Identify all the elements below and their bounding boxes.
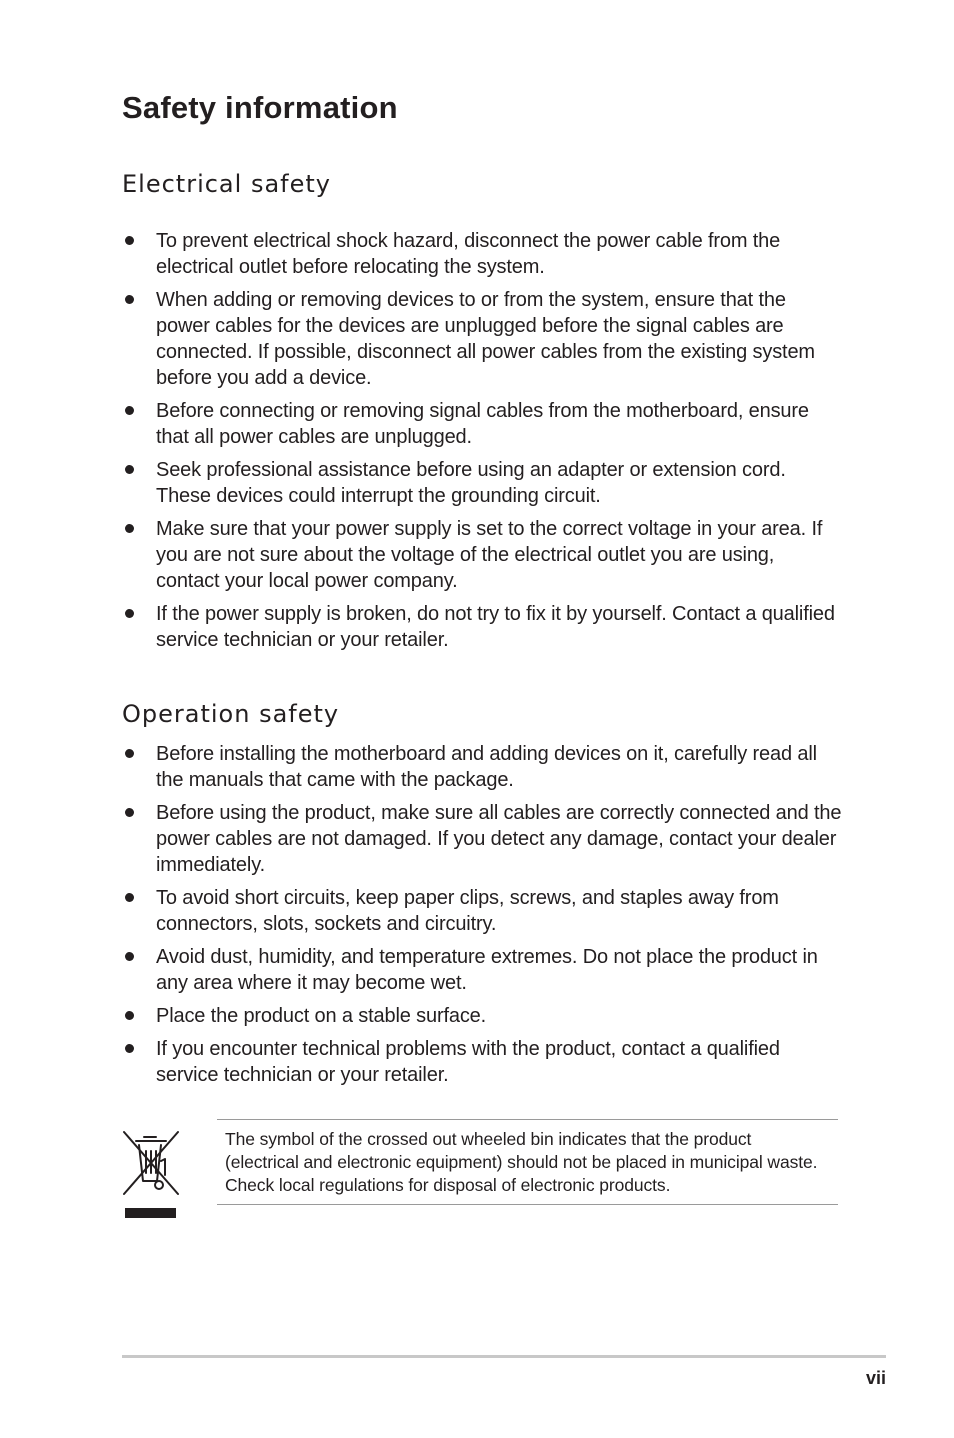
list-item-text: When adding or removing devices to or from the system, ensure that the power cables for the devices are unplugged before the signal cables are connected. If possible, disconnect all power cables from the existing system before you add a device. (156, 289, 815, 389)
bullet-icon (125, 749, 134, 758)
page-title: Safety information (122, 90, 398, 125)
list-item-text: Make sure that your power supply is set to the correct voltage in your area. If you are not sure about the voltage of the electrical outlet you are using, contact your local power company. (156, 518, 823, 592)
list-item-text: Place the product on a stable surface. (156, 1005, 487, 1027)
list-item (122, 457, 842, 509)
list-item (122, 1036, 842, 1088)
bullet-icon (125, 1011, 134, 1020)
list-item-text: Avoid dust, humidity, and temperature extremes. Do not place the product in any area where it may become wet. (156, 946, 818, 994)
bullet-icon (125, 236, 134, 245)
bullet-icon (125, 952, 134, 961)
list-item (122, 287, 842, 391)
list-item (122, 228, 842, 280)
list-item-text: If the power supply is broken, do not try to fix it by yourself. Contact a qualified service technician or your retailer. (156, 603, 835, 651)
bullet-icon (125, 609, 134, 618)
bullet-icon (125, 1044, 134, 1053)
footer-divider (122, 1355, 886, 1358)
list-item (122, 516, 842, 594)
list-item-text: To avoid short circuits, keep paper clips, screws, and staples away from connectors, slots, sockets and circuitry. (156, 887, 779, 935)
disposal-note-text: The symbol of the crossed out wheeled bin indicates that the product (electrical and electronic equipment) should not be placed in municipal waste. Check local regulations for disposal of electronic products. (225, 1129, 818, 1195)
list-item (122, 800, 842, 878)
list-item-text: Before installing the motherboard and adding devices on it, carefully read all the manuals that came with the package. (156, 743, 817, 791)
bullet-icon (125, 406, 134, 415)
list-item-text: Seek professional assistance before using an adapter or extension cord. These devices could interrupt the grounding circuit. (156, 459, 786, 507)
crossed-out-wheeled-bin-icon (120, 1128, 182, 1222)
list-item-text: Before using the product, make sure all cables are correctly connected and the power cables are not damaged. If you detect any damage, contact your dealer immediately. (156, 802, 842, 876)
bullet-icon (125, 524, 134, 533)
operation-safety-list (122, 741, 842, 1095)
list-item (122, 398, 842, 450)
list-item-text: To prevent electrical shock hazard, disconnect the power cable from the electrical outlet before relocating the system. (156, 230, 781, 278)
list-item (122, 601, 842, 653)
list-item (122, 741, 842, 793)
bullet-icon (125, 808, 134, 817)
electrical-safety-list (122, 228, 842, 660)
list-item-text: If you encounter technical problems with the product, contact a qualified service technician or your retailer. (156, 1038, 780, 1086)
bullet-icon (125, 893, 134, 902)
list-item (122, 885, 842, 937)
page-number: vii (865, 1368, 886, 1388)
disposal-note (217, 1119, 838, 1205)
list-item-text: Before connecting or removing signal cables from the motherboard, ensure that all power cables are unplugged. (156, 400, 809, 448)
operation-safety-heading: Operation safety (122, 700, 340, 728)
bullet-icon (125, 295, 134, 304)
list-item (122, 944, 842, 996)
list-item (122, 1003, 842, 1029)
bullet-icon (125, 465, 134, 474)
electrical-safety-heading: Electrical safety (122, 170, 331, 198)
